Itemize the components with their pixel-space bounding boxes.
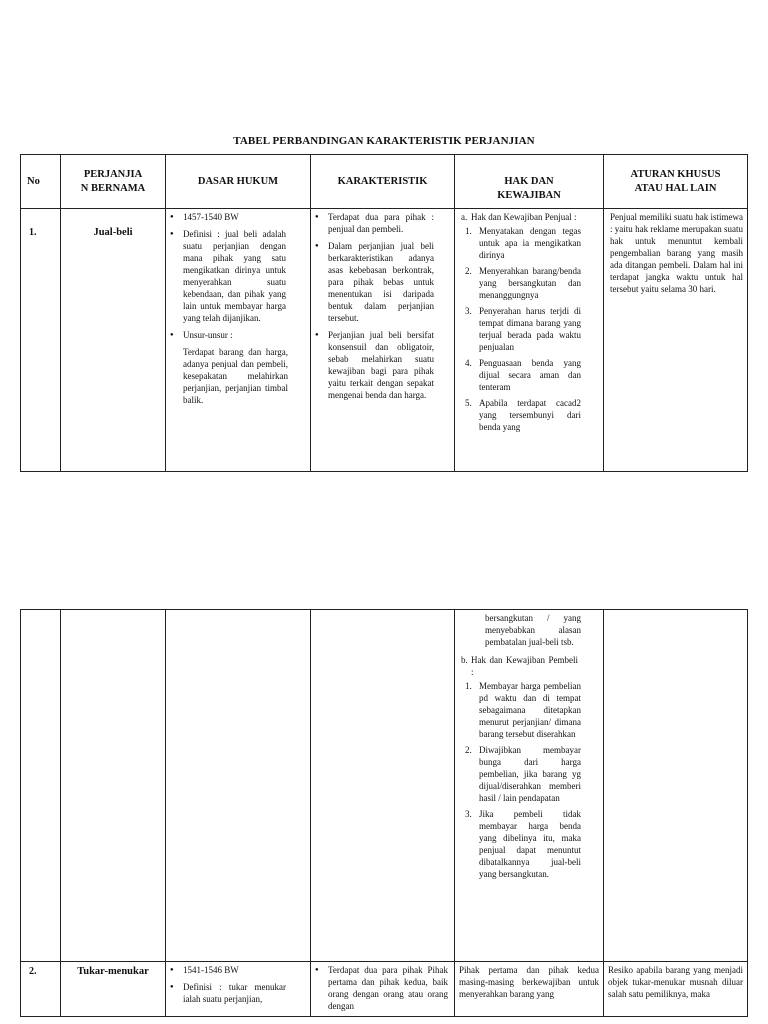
row1-name: Jual-beli: [61, 209, 166, 472]
row1-cont-karakteristik: [311, 610, 455, 962]
row2-name: Tukar-menukar: [61, 962, 166, 1017]
header-perjanjian: [61, 155, 166, 209]
row1-cont-name: [61, 610, 166, 962]
list-item: 2. Diwajibkan membayar bunga dari harga pembelian, jika barang yg dijual/diserahkan memberi hasil / lain pendapatan: [465, 745, 581, 803]
list-item: 5. Apabila terdapat cacad2 yang tersembunyi dari benda yang: [465, 398, 581, 432]
row2-dasar-bullet-1: ● 1541-1546 BW: [183, 964, 308, 976]
row2-karakteristik: [311, 962, 455, 1017]
header-aturan-line2: ATAU HAL LAIN: [634, 182, 717, 194]
document-title: TABEL PERBANDINGAN KARAKTERISTIK PERJANJIAN: [233, 135, 535, 147]
row2-karakteristik-bullet-1: ● Terdapat dua para pihak Pihak pertama dan pihak kedua, baik orang dengan orang atau orang dengan: [328, 964, 452, 1012]
row2-no: 2.: [21, 962, 61, 1017]
row2-hak-kewajiban: [455, 962, 604, 1017]
row1-dasar-unsur-text: Terdapat barang dan harga, adanya penjual dan pembeli, kesepakatan melahirkan perjanjian, perjanjian timbal balik.: [183, 347, 288, 405]
row1-karakteristik-bullet-3: ● Perjanjian jual beli bersifat konsensuil dan obligatoir, sebab melahirkan suatu kewajiban bagi para pihak yaitu terkait dengan sepakat mengenai benda dan harga.: [328, 329, 452, 401]
list-item: 1. Menyatakan dengan tegas untuk apa ia mengikatkan dirinya: [465, 226, 581, 260]
header-hak-line1: HAK DAN: [504, 175, 554, 187]
comparison-table-part-1: [20, 154, 748, 472]
row1-dasar-bullet-1: ● 1457-1540 BW: [183, 211, 308, 223]
header-no: No: [21, 155, 61, 209]
row1-hak-b-marker: b.: [461, 655, 468, 665]
table-row: [21, 962, 748, 1017]
row2-dasar-hukum: [166, 962, 311, 1017]
row1-aturan-text: Penjual memiliki suatu hak istimewa : yaitu hak reklame merupakan suatu hak untuk menuntut kembali pengembalian barang yang masih ada ditangan pembeli. Dalam hal ini terdapat jangka waktu untuk hal tersebut yaitu selama 30 hari.: [610, 212, 743, 294]
header-dasar-hukum: DASAR HUKUM: [166, 155, 311, 209]
row1-cont-dasar: [166, 610, 311, 962]
header-karakteristik: KARAKTERISTIK: [311, 155, 455, 209]
row1-hak-b-text: Hak dan Kewajiban Pembeli :: [471, 655, 578, 677]
row1-karakteristik-bullet-2: ● Dalam perjanjian jual beli berkarakteristikan adanya asas kebebasan berkontrak, para pihak bebas untuk menentukan isi daripada bentuk dalam perjanjian tersebut.: [328, 240, 452, 324]
row2-dasar-bullet-2: ● Definisi : tukar menukar ialah suatu perjanjian,: [183, 981, 308, 1005]
row1-dasar-bullet-3: ● Unsur-unsur :: [183, 329, 308, 341]
list-item: 1. Membayar harga pembelian pd waktu dan di tempat sebagaimana ditetapkan menurut perjanjian/ dimana barang tersebut diserahkan: [465, 681, 581, 739]
row1-cont-no: [21, 610, 61, 962]
row2-aturan-khusus: [604, 962, 748, 1017]
row1-cont-aturan: [604, 610, 748, 962]
row1-dasar-hukum: [166, 209, 311, 472]
row1-cont-hak-kewajiban: [455, 610, 604, 962]
header-hak-kewajiban: [455, 155, 604, 209]
list-item: 4. Penguasaan benda yang dijual secara aman dan tenteram: [465, 358, 581, 392]
table-header-row: [21, 155, 748, 209]
row1-dasar-bullet-2: ● Definisi : jual beli adalah suatu perjanjian dengan mana pihak yang satu mengikatkan dirinya untuk menyerahkan suatu kebendaan, dan pihak yang lain untuk membayar harga yang telah dijanjikan.: [183, 228, 308, 324]
table-row: [21, 209, 748, 472]
row2-hak-text: Pihak pertama dan pihak kedua masing-masing berkewajiban untuk menyerahkan barang yang: [459, 965, 599, 999]
row1-hak-a-marker: a.: [461, 212, 468, 222]
table-row: [21, 610, 748, 962]
row1-cont-hak-text: bersangkutan / yang menyebabkan alasan pembatalan jual-beli tsb.: [485, 613, 581, 647]
header-perjanjian-line1: PERJANJIA: [83, 168, 143, 180]
header-aturan-line1: ATURAN KHUSUS: [630, 168, 721, 180]
row1-karakteristik: [311, 209, 455, 472]
row2-aturan-text: Resiko apabila barang yang menjadi objek tukar-menukar musnah diluar salah satu pemiliknya, maka: [608, 965, 743, 999]
row1-karakteristik-bullet-1: ● Terdapat dua para pihak : penjual dan pembeli.: [328, 211, 452, 235]
row1-no: 1.: [21, 209, 61, 472]
header-perjanjian-line2: N BERNAMA: [80, 182, 146, 194]
header-aturan-khusus: [604, 155, 748, 209]
header-hak-line2: KEWAJIBAN: [497, 189, 561, 201]
row1-hak-kewajiban: [455, 209, 604, 472]
list-item: 3. Jika pembeli tidak membayar harga benda yang dibelinya itu, maka penjual dapat menuntut dibatalkannya jual-beli yang bersangkutan.: [465, 809, 581, 879]
row1-aturan-khusus: [604, 209, 748, 472]
comparison-table-part-2: [20, 609, 748, 1017]
list-item: 3. Penyerahan harus terjdi di tempat dimana barang yang terjual berada pada waktu penjualan: [465, 306, 581, 352]
row1-hak-a-text: Hak dan Kewajiban Penjual :: [471, 212, 577, 222]
list-item: 2. Menyerahkan barang/benda yang bersangkutan dan menanggungnya: [465, 266, 581, 300]
